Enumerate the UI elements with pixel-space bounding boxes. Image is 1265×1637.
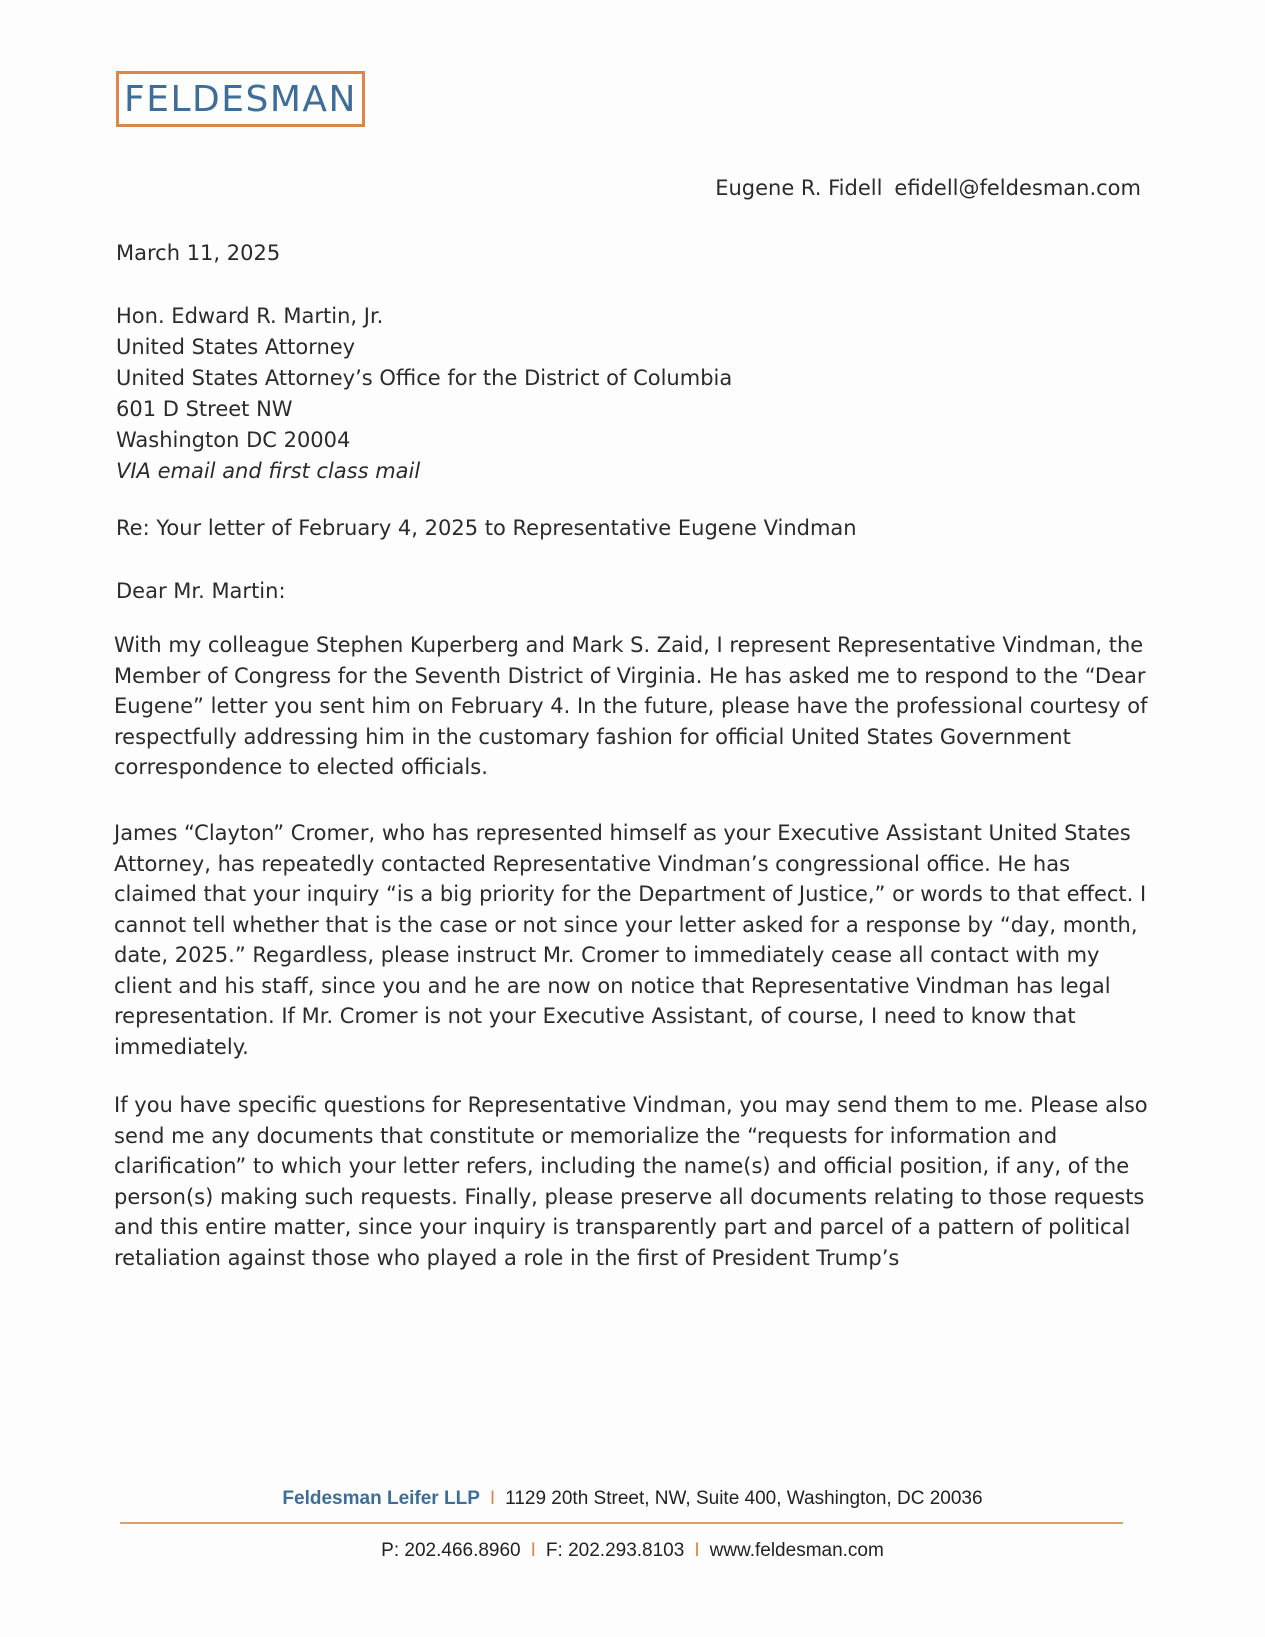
firm-logo (116, 71, 365, 127)
footer-separator: I (489, 1488, 496, 1509)
footer-address: 1129 20th Street, NW, Suite 400, Washington, DC 20036 (505, 1488, 983, 1509)
footer-separator: I (530, 1540, 536, 1561)
footer-firm-name: Feldesman Leifer LLP (282, 1488, 480, 1509)
recipient-street: 601 D Street NW (116, 397, 293, 421)
footer-fax: F: 202.293.8103 (545, 1540, 685, 1561)
footer-address-line (0, 1488, 1265, 1510)
sender-block (715, 176, 1141, 200)
sender-name: Eugene R. Fidell (715, 176, 883, 200)
recipient-address (116, 301, 732, 487)
footer-divider (120, 1522, 1123, 1524)
sender-email: efidell@feldesman.com (894, 176, 1141, 200)
recipient-title: United States Attorney (116, 335, 356, 359)
footer-phone: P: 202.466.8960 (381, 1540, 521, 1561)
body-paragraph-3: If you have specific questions for Representative Vindman, you may send them to me. Please also send me any documents that constitute or memorialize the “requests for information and clarification” to which your letter refers, including the name(s) and official position, if any, of the person(s) making such requests. Finally, please preserve all documents relating to those requests and this entire matter, since your inquiry is transparently part and parcel of a pattern of political retaliation against those who played a role in the first of President Trump’s (114, 1093, 1148, 1270)
footer-contact-line (0, 1540, 1265, 1562)
recipient-city: Washington DC 20004 (116, 428, 351, 452)
body-paragraph-2: James “Clayton” Cromer, who has represented himself as your Executive Assistant United States Attorney, has repeatedly contacted Representative Vindman’s congressional office. He has claimed that your inquiry “is a big priority for the Department of Justice,” or words to that effect. I cannot tell whether that is the case or not since your letter asked for a response by “day, month, date, 2025.” Regardless, please instruct Mr. Cromer to immediately cease all contact with my client and his staff, since you and he are now on notice that Representative Vindman has legal representation. If Mr. Cromer is not your Executive Assistant, of course, I need to know that immediately. (114, 821, 1147, 1059)
subject-line: Re: Your letter of February 4, 2025 to Representative Eugene Vindman (116, 516, 857, 540)
body-paragraph-1: With my colleague Stephen Kuperberg and Mark S. Zaid, I represent Representative Vindman, the Member of Congress for the Seventh District of Virginia. He has asked me to respond to the “Dear Eugene” letter you sent him on February 4. In the future, please have the professional courtesy of respectfully addressing him in the customary fashion for official United States Government correspondence to elected officials. (114, 633, 1148, 779)
footer-separator: I (694, 1540, 700, 1561)
footer-website[interactable]: www.feldesman.com (709, 1540, 884, 1561)
letter-date: March 11, 2025 (116, 241, 281, 265)
logo-text: FELDESMAN (124, 78, 357, 120)
delivery-method: VIA email and first class mail (116, 459, 421, 483)
salutation: Dear Mr. Martin: (116, 579, 286, 603)
recipient-office: United States Attorney’s Office for the District of Columbia (116, 366, 733, 390)
recipient-name: Hon. Edward R. Martin, Jr. (116, 304, 384, 328)
